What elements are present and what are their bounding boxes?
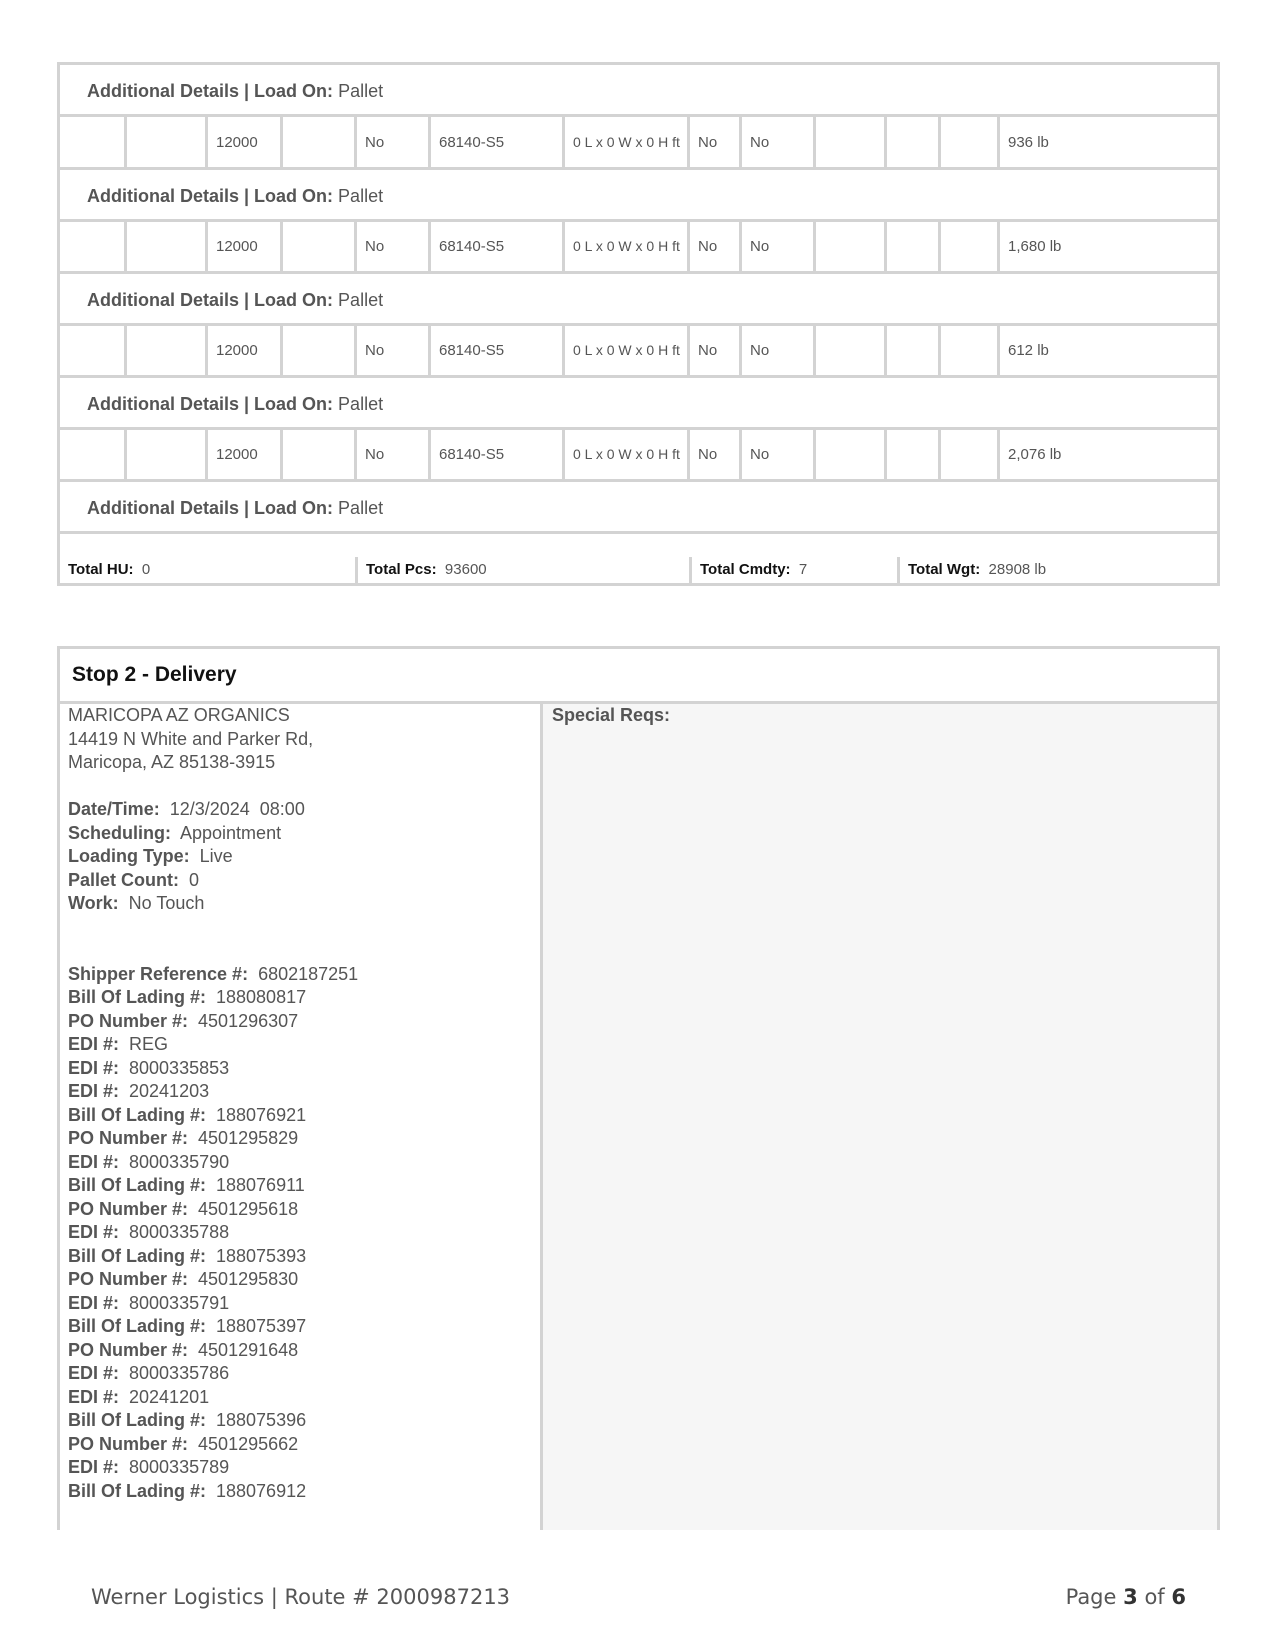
stop-detail (68, 869, 540, 893)
cell-col-11 (887, 117, 941, 167)
stop-detail-label: Loading Type: (68, 846, 190, 866)
reference-item-value: 20241203 (119, 1081, 210, 1101)
commodity-row (60, 221, 1217, 274)
reference-item-value: 8000335853 (119, 1057, 230, 1078)
total-cmdty (692, 557, 900, 583)
reference-list (68, 963, 540, 1504)
cell-temp-control: No (742, 429, 816, 479)
reference-item-value: REG (119, 1034, 169, 1054)
cell-hazmat: No (357, 325, 431, 375)
reference-item-value: 4501291648 (188, 1339, 299, 1360)
reference-item (68, 1456, 540, 1480)
cell-dimensions: 0 L x 0 W x 0 H ft (565, 221, 690, 271)
total-wgt-value: 28908 lb (988, 561, 1047, 578)
stop-detail (68, 845, 540, 869)
cell-stackable: No (690, 117, 742, 167)
cell-col-11 (887, 221, 941, 271)
cell-item-number: 68140-S5 (431, 325, 565, 375)
cell-col-12 (941, 325, 1000, 375)
reference-item (68, 1221, 540, 1245)
cell-col-1 (60, 325, 127, 375)
cell-col-1 (60, 221, 127, 271)
page-current: 3 (1123, 1585, 1138, 1609)
reference-item-label: PO Number #: (68, 1269, 189, 1289)
reference-item (68, 1104, 540, 1128)
page-of: of (1144, 1585, 1165, 1609)
reference-item-label: PO Number #: (68, 1198, 189, 1219)
cell-item-number: 68140-S5 (431, 429, 565, 479)
reference-item-value: 188076911 (206, 1175, 305, 1195)
reference-item (68, 1057, 540, 1081)
reference-item (68, 1245, 540, 1269)
reference-item-label: EDI #: (68, 1081, 120, 1101)
reference-item (68, 1292, 540, 1316)
cell-temp-control: No (742, 325, 816, 375)
totals-row (60, 557, 1217, 583)
detail-label: Additional Details | Load On: (87, 186, 334, 206)
commodity-row (60, 325, 1217, 378)
stop-detail-label: Work: (68, 893, 119, 913)
detail-label: Additional Details | Load On: (87, 394, 334, 414)
cell-col-2 (127, 221, 208, 271)
reference-item-value: 188075393 (206, 1245, 307, 1266)
detail-value: Pallet (333, 498, 384, 518)
cell-hazmat: No (357, 429, 431, 479)
cell-stackable: No (690, 221, 742, 271)
reference-item-label: PO Number #: (68, 1433, 189, 1454)
cell-col-11 (887, 325, 941, 375)
cell-col-10 (816, 221, 887, 271)
special-reqs-panel (543, 704, 1217, 1530)
reference-item-label: Shipper Reference #: (68, 963, 249, 984)
detail-value: Pallet (333, 186, 384, 206)
reference-item-value: 20241201 (119, 1386, 210, 1407)
stop-detail-label: Date/Time: (68, 799, 160, 819)
stop-detail (68, 892, 540, 916)
reference-item-label: Bill Of Lading #: (68, 1410, 206, 1430)
cell-col-12 (941, 221, 1000, 271)
reference-item (68, 1386, 540, 1410)
detail-value: Pallet (338, 81, 384, 101)
reference-item-label: PO Number #: (68, 1339, 189, 1360)
cell-hazmat: No (357, 117, 431, 167)
total-hu (60, 557, 358, 583)
cell-dimensions: 0 L x 0 W x 0 H ft (565, 117, 690, 167)
address-street: 14419 N White and Parker Rd, (68, 728, 314, 749)
total-wgt-label: Total Wgt: (908, 561, 981, 578)
cell-col-10 (816, 429, 887, 479)
cell-col-2 (127, 429, 208, 479)
reference-item (68, 1033, 540, 1057)
stop-detail (68, 798, 540, 822)
cell-col-10 (816, 117, 887, 167)
cell-stackable: No (690, 325, 742, 375)
total-cmdty-value: 7 (798, 561, 808, 578)
page-number (1066, 1585, 1186, 1609)
reference-item-label: EDI #: (68, 1034, 120, 1054)
reference-item-label: PO Number #: (68, 1128, 189, 1148)
reference-item-value: 4501295662 (188, 1433, 299, 1454)
cell-item-number: 68140-S5 (431, 117, 565, 167)
cell-weight: 1,680 lb (1008, 237, 1062, 255)
cell-temp-control: No (742, 221, 816, 271)
reference-item (68, 963, 540, 987)
stop-detail-value: 0 (179, 869, 200, 890)
cell-stackable: No (690, 429, 742, 479)
cell-dimensions: 0 L x 0 W x 0 H ft (565, 429, 690, 479)
detail-label: Additional Details | Load On: (87, 290, 334, 310)
reference-item-label: EDI #: (68, 1457, 120, 1477)
reference-item (68, 1339, 540, 1363)
cell-weight: 936 lb (1008, 133, 1049, 151)
reference-item-value: 8000335786 (119, 1363, 230, 1383)
reference-item-value: 188080817 (206, 987, 307, 1007)
stop-detail-label: Scheduling: (68, 822, 171, 843)
detail-value: Pallet (333, 394, 384, 414)
reference-item (68, 1174, 540, 1198)
reference-item-label: EDI #: (68, 1151, 120, 1172)
cell-col-4 (283, 117, 357, 167)
stop-detail-value: Live (189, 846, 233, 866)
cell-quantity: 12000 (208, 429, 283, 479)
consignee-name: MARICOPA AZ ORGANICS (68, 705, 290, 725)
commodity-row (60, 117, 1217, 170)
cell-quantity: 12000 (208, 221, 283, 271)
reference-item-label: EDI #: (68, 1222, 120, 1242)
footer-route: Werner Logistics | Route # 2000987213 (91, 1585, 511, 1609)
reference-item-label: Bill Of Lading #: (68, 1175, 206, 1195)
total-pcs-value: 93600 (444, 561, 487, 578)
reference-item-value: 4501295830 (188, 1269, 299, 1289)
reference-item-value: 8000335790 (119, 1151, 230, 1172)
total-hu-value: 0 (141, 561, 151, 578)
reference-item-value: 4501295829 (188, 1128, 299, 1148)
cell-col-4 (283, 325, 357, 375)
reference-item-label: EDI #: (68, 1386, 120, 1407)
reference-item (68, 1480, 540, 1504)
stop-title: Stop 2 - Delivery (60, 649, 1217, 704)
cell-weight: 612 lb (1008, 341, 1049, 359)
cell-quantity: 12000 (208, 117, 283, 167)
total-hu-label: Total HU: (68, 561, 134, 578)
additional-details-row (60, 482, 1217, 534)
total-pcs (358, 557, 692, 583)
cell-quantity: 12000 (208, 325, 283, 375)
total-wgt (900, 557, 1217, 583)
reference-item (68, 1433, 540, 1457)
additional-details-row (60, 65, 1217, 117)
address-city: Maricopa, AZ 85138-3915 (68, 752, 276, 772)
reference-item-value: 8000335788 (119, 1222, 230, 1242)
cell-temp-control: No (742, 117, 816, 167)
page-prefix: Page (1065, 1585, 1117, 1609)
additional-details-row (60, 378, 1217, 430)
cell-col-12 (941, 429, 1000, 479)
additional-details-row (60, 170, 1217, 222)
reference-item-label: PO Number #: (68, 1010, 189, 1031)
cell-col-4 (283, 221, 357, 271)
cell-hazmat: No (357, 221, 431, 271)
reference-item (68, 1127, 540, 1151)
cell-col-1 (60, 429, 127, 479)
reference-item-value: 188075396 (206, 1410, 307, 1430)
cell-item-number: 68140-S5 (431, 221, 565, 271)
additional-details-row (60, 274, 1217, 326)
special-reqs-label: Special Reqs: (552, 705, 671, 725)
stop-details-list (68, 798, 540, 916)
reference-item-value: 188076912 (206, 1480, 307, 1501)
reference-item (68, 1315, 540, 1339)
reference-item (68, 1198, 540, 1222)
reference-item-value: 4501295618 (188, 1198, 299, 1219)
reference-item (68, 1010, 540, 1034)
cell-col-4 (283, 429, 357, 479)
reference-item-value: 188075397 (206, 1316, 307, 1336)
stop-detail-value: Appointment (171, 822, 282, 843)
total-cmdty-label: Total Cmdty: (700, 561, 791, 578)
cell-col-12 (941, 117, 1000, 167)
reference-item-value: 8000335789 (119, 1457, 230, 1477)
reference-item (68, 1362, 540, 1386)
detail-label: Additional Details | Load On: (87, 498, 334, 518)
detail-value: Pallet (333, 290, 384, 310)
cell-weight: 2,076 lb (1008, 445, 1062, 463)
reference-item-value: 188076921 (206, 1104, 307, 1125)
stop-detail-label: Pallet Count: (68, 869, 179, 890)
reference-item-label: EDI #: (68, 1057, 120, 1078)
cell-col-2 (127, 325, 208, 375)
reference-item-value: 8000335791 (119, 1292, 230, 1313)
stop-detail (68, 822, 540, 846)
total-pcs-label: Total Pcs: (366, 561, 437, 578)
page-total: 6 (1171, 1585, 1186, 1609)
stop-info-panel (60, 704, 543, 1530)
reference-item-label: Bill Of Lading #: (68, 1104, 206, 1125)
cell-col-1 (60, 117, 127, 167)
reference-item (68, 1151, 540, 1175)
reference-item-value: 6802187251 (248, 963, 359, 984)
reference-item (68, 1409, 540, 1433)
cell-col-11 (887, 429, 941, 479)
reference-item (68, 986, 540, 1010)
reference-item (68, 1268, 540, 1292)
stop-detail-value: 12/3/2024 08:00 (159, 799, 305, 819)
stop-delivery-section (57, 646, 1220, 1530)
cell-dimensions: 0 L x 0 W x 0 H ft (565, 325, 690, 375)
reference-item-label: Bill Of Lading #: (68, 987, 206, 1007)
commodity-row (60, 429, 1217, 482)
reference-item-label: EDI #: (68, 1363, 120, 1383)
reference-item-label: Bill Of Lading #: (68, 1316, 206, 1336)
detail-label: Additional Details | Load On: (87, 81, 334, 101)
cell-col-2 (127, 117, 208, 167)
stop-detail-value: No Touch (118, 893, 205, 913)
reference-item-label: EDI #: (68, 1292, 120, 1313)
reference-item-label: Bill Of Lading #: (68, 1480, 206, 1501)
commodity-table (57, 62, 1220, 586)
cell-col-10 (816, 325, 887, 375)
reference-item-value: 4501296307 (188, 1010, 299, 1031)
reference-item-label: Bill Of Lading #: (68, 1245, 206, 1266)
reference-item (68, 1080, 540, 1104)
